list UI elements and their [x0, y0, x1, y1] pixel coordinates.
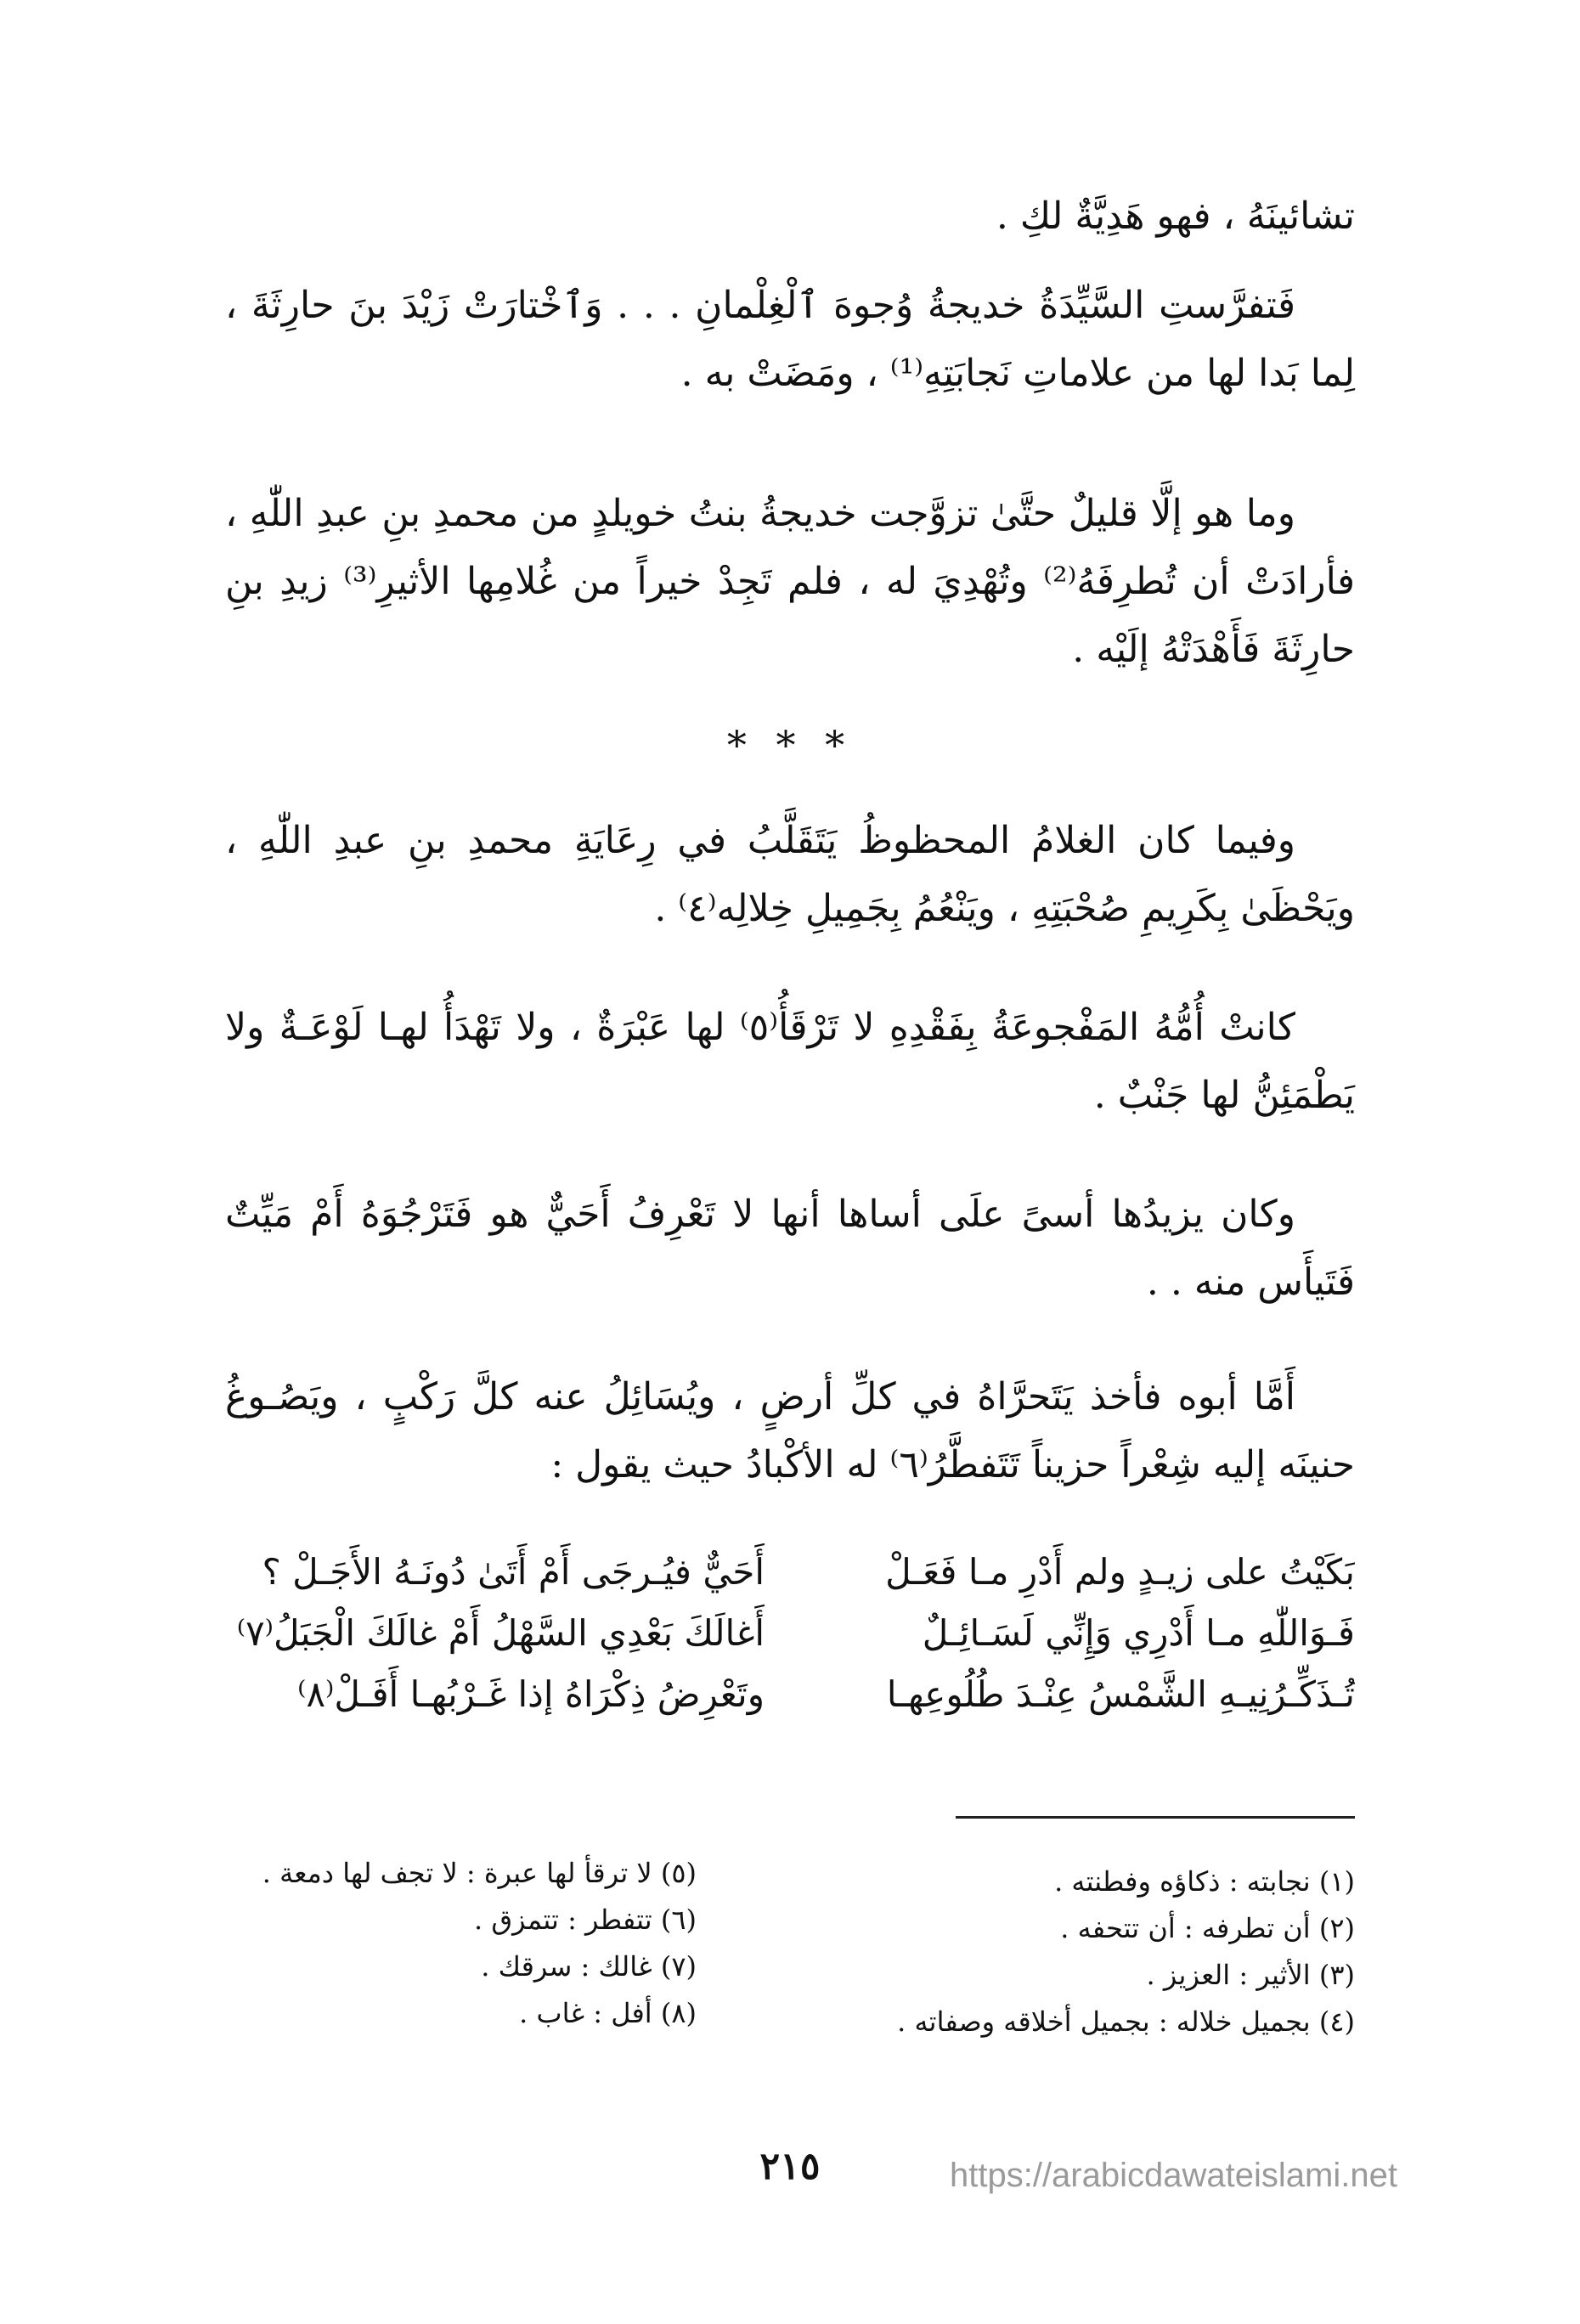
verse-second-hemistich: وتَعْرِضُ ذِكْرَاهُ إذا غَـرْبُهـا أَفَـلْ⁽٨⁾	[297, 1673, 765, 1715]
verse-second-hemistich: أَحَيٌّ فيُـرجَى أَمْ أَتَىٰ دُونَـهُ الأَجَـلْ ؟	[262, 1551, 765, 1593]
footnote-8: (٨) أفل : غاب .	[519, 1997, 697, 2029]
verse-row	[221, 1542, 1355, 1603]
footnote-1: (١) نجابته : ذكاؤه وفطنته .	[1054, 1865, 1355, 1898]
page-number: ٢١٥	[759, 2145, 821, 2188]
footnote-2: (٢) أن تطرفه : أن تتحفه .	[1060, 1912, 1355, 1944]
footnote-5: (٥) لا ترقأ لها عبرة : لا تجف لها دمعة .	[262, 1857, 697, 1889]
verse-first-hemistich: تُـذَكِّـرُنِيـهِ الشَّمْسُ عِنْـدَ طُلُوعِهـا	[886, 1673, 1355, 1715]
poem	[221, 1542, 1355, 1725]
paragraph-2: فَتفرَّستِ السَّيِّدَةُ خديجةُ وُجوهَ ٱلْغِلْمانِ . . . وَٱخْتارَتْ زَيْدَ بنَ حارِثَةَ ، لِما بَدا لها من علاماتِ نَجابَتِهِ⁽¹⁾ ، ومَضَتْ به .	[225, 284, 1355, 395]
footnote-6: (٦) تتفطر : تتمزق .	[474, 1904, 697, 1936]
verse-second-hemistich: أَغالَكَ بَعْدِي السَّهْلُ أَمْ غالَكَ الْجَبَلُ⁽٧⁾	[236, 1612, 765, 1654]
verse-first-hemistich: فَـوَاللّٰهِ مـا أَدْرِي وَإِنِّي لَسَـائِـلٌ	[922, 1612, 1355, 1654]
paragraph-5: كانتْ أُمُّهُ المَفْجوعَةُ بِفَقْدِهِ لا تَرْقَأُ⁽٥⁾ لها عَبْرَةٌ ، ولا تَهْدَأُ لهـا لَوْعَـةٌ ولا يَطْمَئِنُّ لها جَنْبٌ .	[225, 1006, 1355, 1117]
footnote-7: (٧) غالك : سرقك .	[481, 1950, 697, 1983]
verse-row	[221, 1603, 1355, 1664]
paragraph-7: أَمَّا أبوه فأخذ يَتَحرَّاهُ في كلِّ أرضٍ ، ويُسَائِلُ عنه كلَّ رَكْبٍ ، ويَصُـوغُ حنينَه إليه شِعْراً حزيناً تَتَفطَّرُ⁽٦⁾ له الأكْبادُ حيث يقول :	[225, 1375, 1355, 1486]
footnote-3: (٣) الأثير : العزيز .	[1146, 1959, 1355, 1991]
verse-first-hemistich: بَكَيْتُ على زيـدٍ ولم أَدْرِ مـا فَعَـلْ	[885, 1551, 1355, 1593]
watermark-url: https://arabicdawateislami.net	[950, 2157, 1397, 2194]
verse-row	[221, 1664, 1355, 1725]
footnotes-right-column	[811, 1859, 1355, 2045]
footnote-4: (٤) بجميل خلاله : بجميل أخلاقه وصفاته .	[897, 2005, 1355, 2038]
paragraph-6: وكان يزيدُها أسىً علَى أساها أنها لا تَعْرِفُ أَحَيٌّ هو فَتَرْجُوَهُ أَمْ مَيِّتٌ فَتَيأَس منه . .	[225, 1193, 1355, 1304]
section-separator: * * *	[726, 722, 854, 768]
paragraph-1: تشائينَهُ ، فهو هَدِيَّةٌ لكِ .	[996, 195, 1355, 238]
footnote-divider	[956, 1816, 1355, 1819]
footnotes-left-column	[221, 1850, 697, 2037]
paragraph-3: وما هو إلَّا قليلٌ حتَّىٰ تزوَّجت خديجةُ بنتُ خويلدٍ من محمدِ بنِ عبدِ اللّٰهِ ، فأرادَتْ أن تُطرِفَهُ⁽²⁾ وتُهْدِيَ له ، فلم تَجِدْ خيراً من غُلامِها الأثيرِ⁽³⁾ زيدِ بنِ حارِثَةَ فَأَهْدَتْهُ إلَيْه .	[225, 492, 1356, 671]
paragraph-4: وفيما كان الغلامُ المحظوظُ يَتَقَلَّبُ في رِعَايَةِ محمدِ بنِ عبدِ اللّٰهِ ، ويَحْظَىٰ بِكَرِيمِ صُحْبَتِهِ ، ويَنْعُمُ بِجَمِيلِ خِلالِه⁽٤⁾ .	[225, 819, 1355, 930]
